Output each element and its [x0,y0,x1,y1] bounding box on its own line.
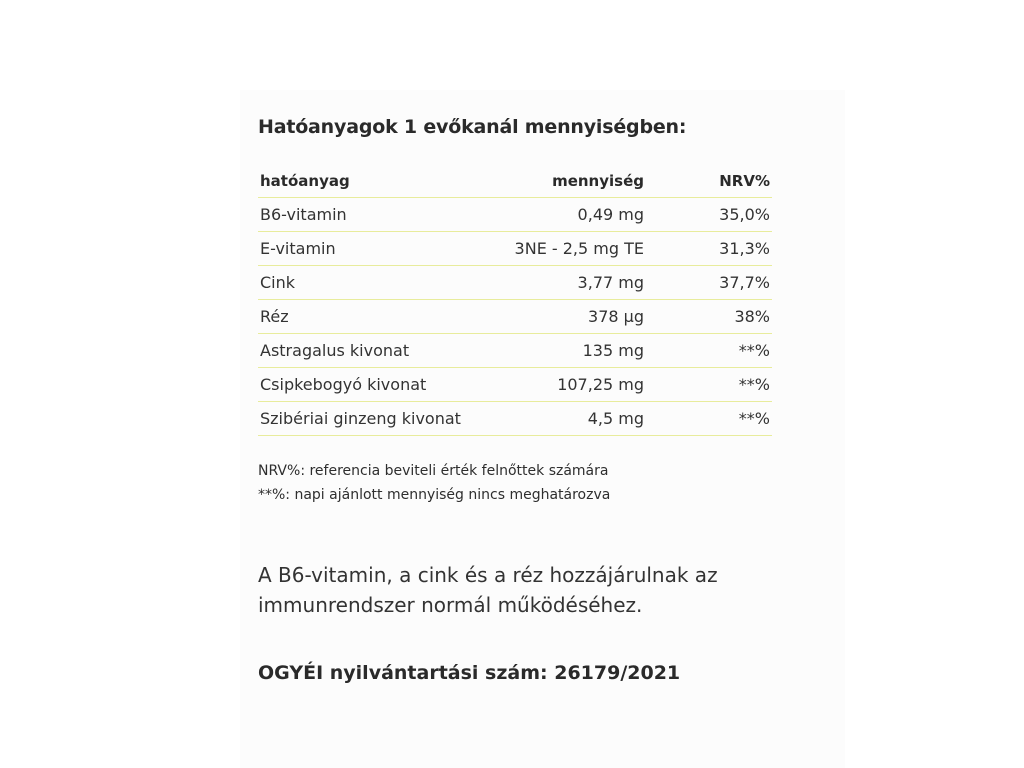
ingredient-nrv: 31,3% [646,232,772,266]
table-row [258,232,772,266]
registration-number: OGYÉI nyilvántartási szám: 26179/2021 [258,662,681,684]
ingredient-amount: 3NE - 2,5 mg TE [472,232,646,266]
table-row [258,368,772,402]
ingredients-table [258,165,772,436]
health-claim-line-2: immunrendszer normál működéséhez. [258,593,643,617]
column-header-nrv: NRV% [646,165,772,198]
ingredient-name: Astragalus kivonat [258,334,472,368]
ingredient-name: Csipkebogyó kivonat [258,368,472,402]
ingredient-info [258,112,778,684]
column-header-amount: mennyiség [472,165,646,198]
ingredient-nrv: **% [646,334,772,368]
ingredient-name: Réz [258,300,472,334]
table-row [258,266,772,300]
table-header-row [258,165,772,198]
health-claim-line-1: A B6-vitamin, a cink és a réz hozzájárulnak az [258,563,718,587]
page-title: Hatóanyagok 1 evőkanál mennyiségben: [258,116,687,138]
ingredient-amount: 135 mg [472,334,646,368]
ingredient-amount: 0,49 mg [472,198,646,232]
ingredient-amount: 378 µg [472,300,646,334]
footnote-nrv: NRV%: referencia beviteli érték felnőttek számára [258,463,609,479]
table-row [258,402,772,436]
ingredient-name: B6-vitamin [258,198,472,232]
ingredient-name: E-vitamin [258,232,472,266]
ingredient-amount: 107,25 mg [472,368,646,402]
health-claim [258,560,758,620]
ingredient-name: Szibériai ginzeng kivonat [258,402,472,436]
table-row [258,334,772,368]
ingredient-nrv: 38% [646,300,772,334]
ingredient-amount: 4,5 mg [472,402,646,436]
ingredient-nrv: 37,7% [646,266,772,300]
footnote-asterisk: **%: napi ajánlott mennyiség nincs meghatározva [258,487,611,503]
table-row [258,198,772,232]
column-header-ingredient: hatóanyag [258,165,472,198]
ingredient-name: Cink [258,266,472,300]
ingredient-nrv: 35,0% [646,198,772,232]
ingredient-amount: 3,77 mg [472,266,646,300]
ingredient-nrv: **% [646,368,772,402]
table-row [258,300,772,334]
ingredient-nrv: **% [646,402,772,436]
footnotes [258,459,610,507]
